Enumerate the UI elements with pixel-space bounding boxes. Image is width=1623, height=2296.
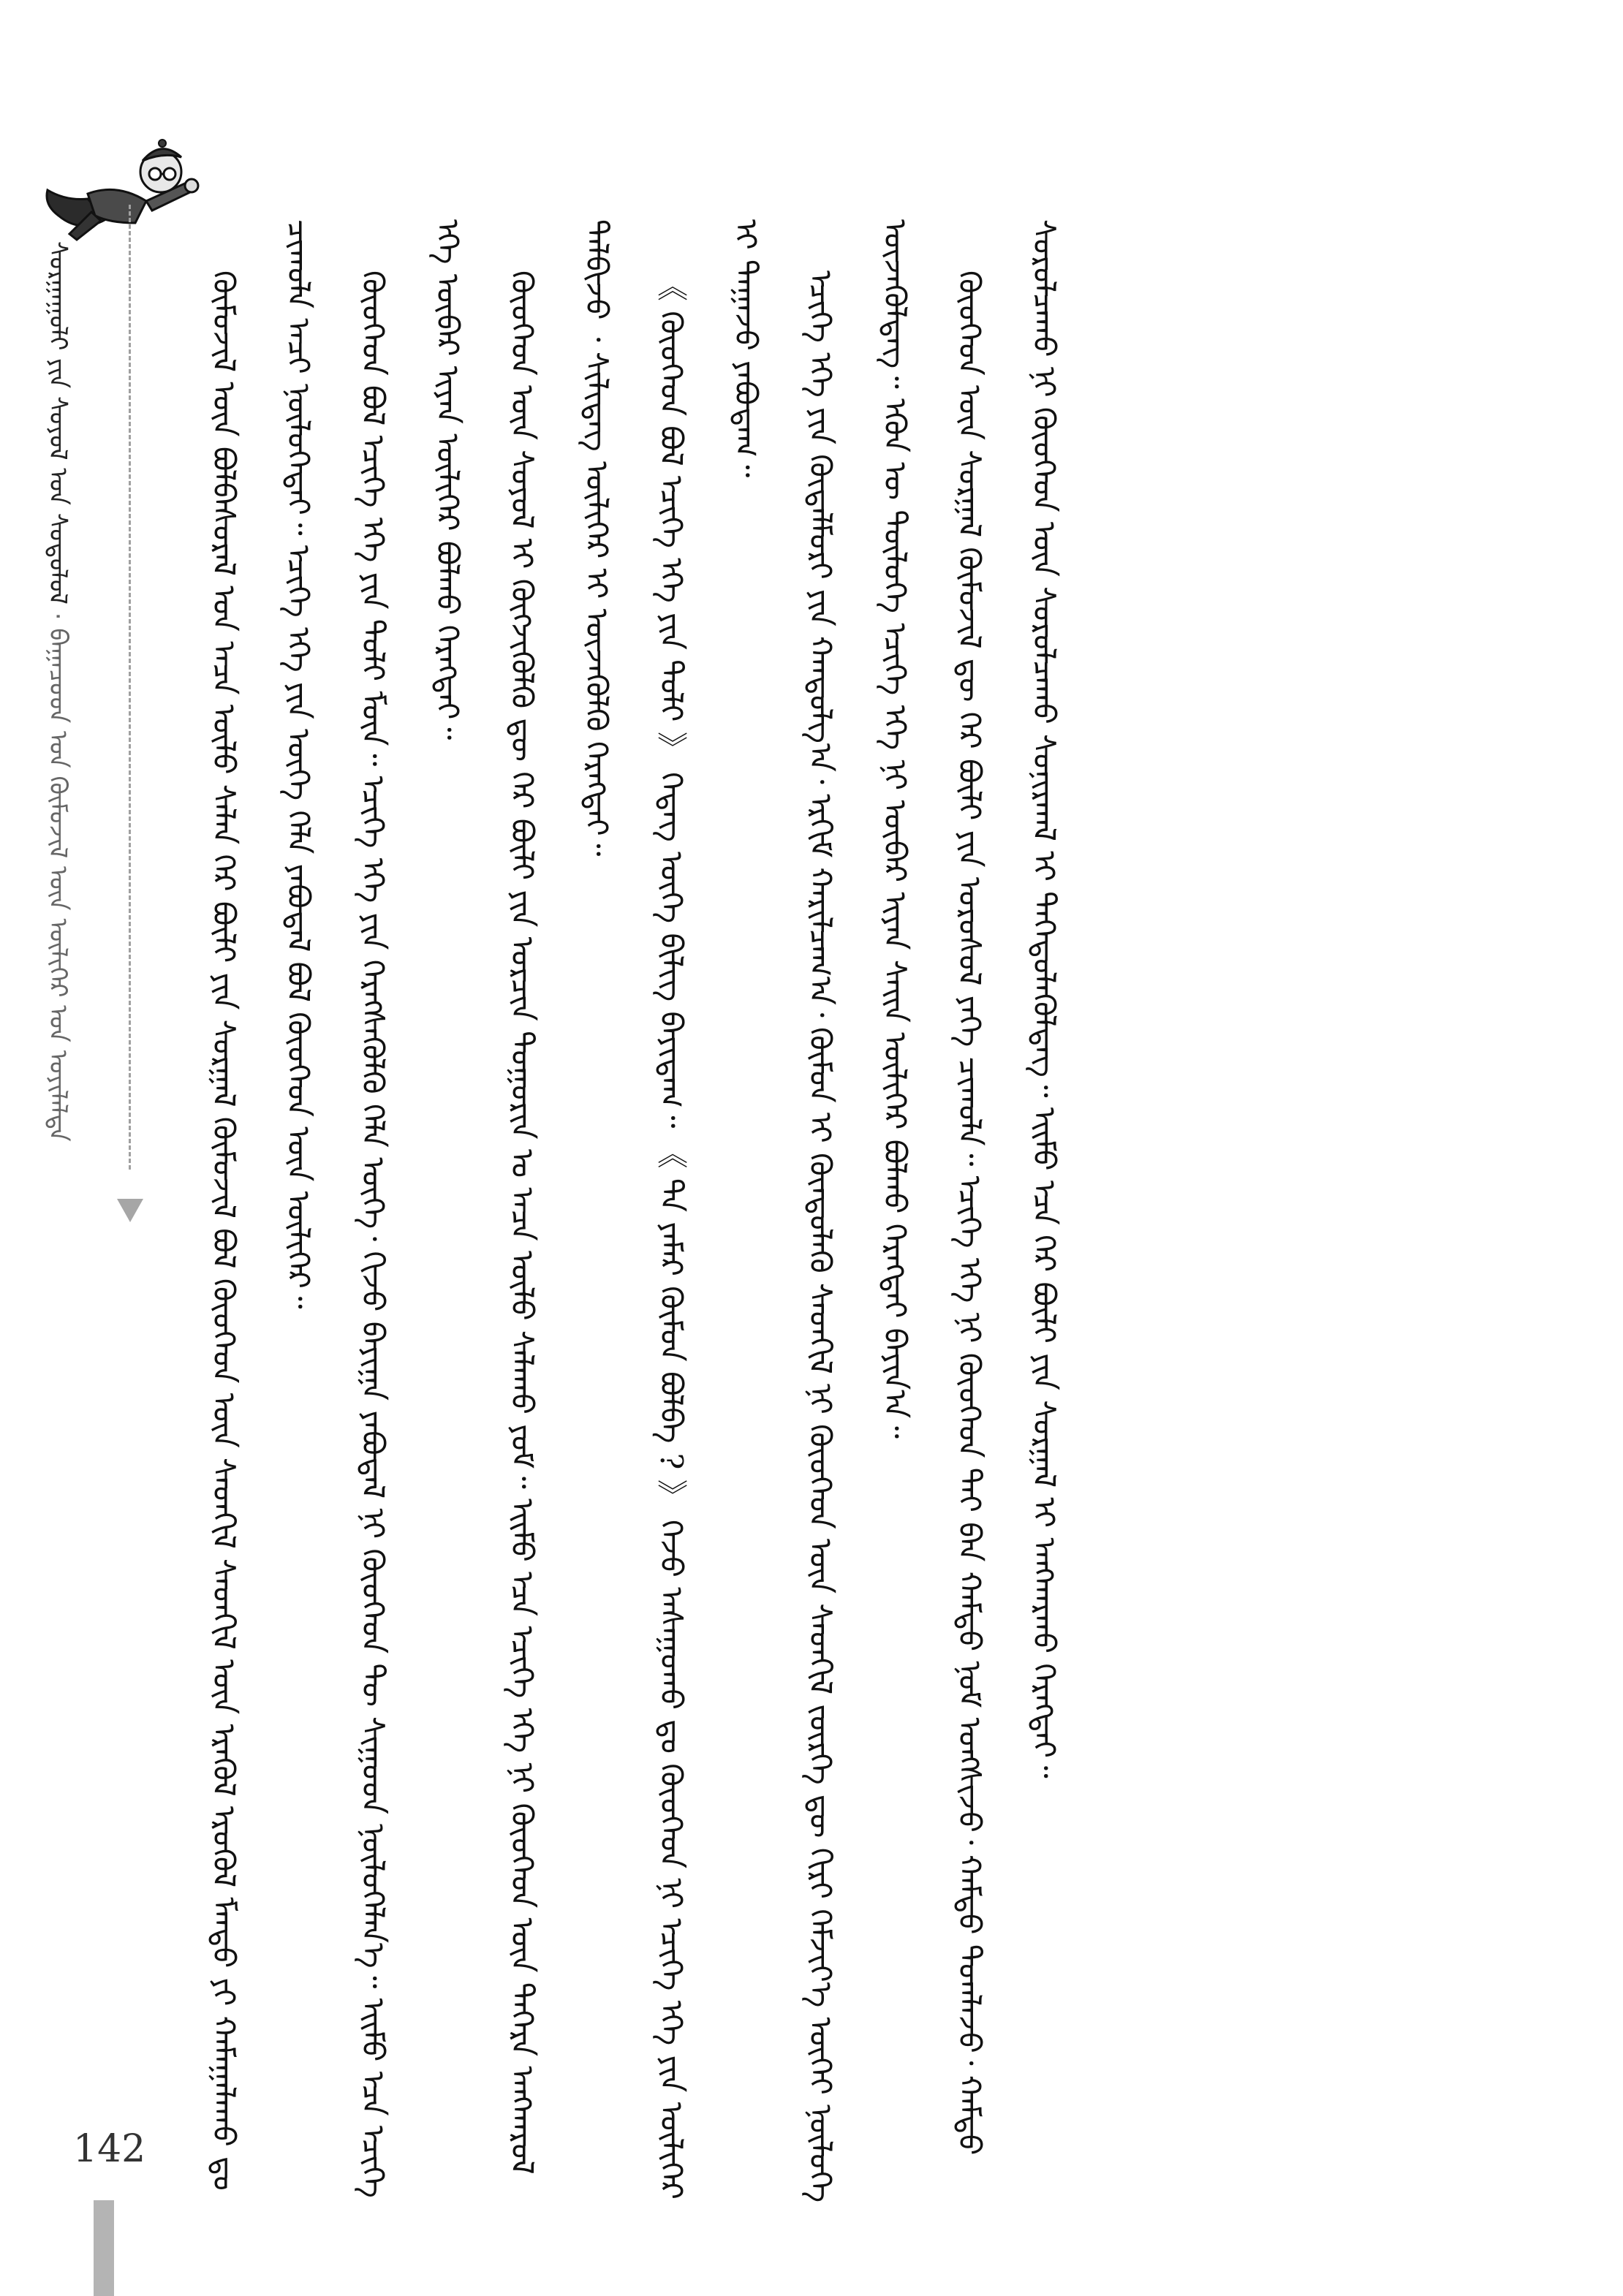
flying-scholar-mascot-icon	[37, 132, 205, 256]
triangle-marker-icon	[117, 1199, 143, 1222]
body-text	[186, 219, 1290, 2222]
paragraph: ᠬᠦᠮᠦᠵᠢᠯ ᠦᠨ ᠪᠣᠯᠪᠠᠰᠤᠷᠠᠯ ᠤᠨ ᠠᠴᠠ ᠦᠯᠦ ᠰᠠᠯᠠᠨ ᠭᠡᠷ ᠪᠦᠯᠢ ᠶᠢᠨ ᠰᠤᠷᠭᠠᠯ ᠬᠦᠮᠦᠵᠢᠯ ᠪᠣᠯ ᠬᠦᠦᠬᠡᠳ ᠦᠨ ᠰᠡᠳᠬᠢᠯ ᠰᠡᠳᠬᠢᠯ ᠦᠨ ᠡᠷᠡᠬᠦᠯ ᠡᠷᠦᠬᠦᠯ ᠮᠡᠨᠳᠦ ᠶᠢ ᠬᠠᠮᠠᠭᠠᠯᠠᠬᠤ ᠳᠤ ᠴᠢᠬᠤᠯᠠ ᠠᠴᠢ ᠨᠥᠯᠥᠭᠡᠲᠡᠢ᠃ ᠡᠴᠢᠭᠡ ᠡᠬᠡ ᠶᠢᠨ ᠦᠭᠡ ᠬᠡᠯᠡ ᠶᠠᠪᠤᠳᠠᠯ ᠪᠣᠯ ᠬᠦᠦᠬᠡᠳ ᠦᠨ ᠦᠯᠢᠭᠡᠷ᠃	[206, 219, 317, 2191]
running-header-subtitle: ᠪᠠᠭᠠᠴᠤᠳ ᠤᠨ ᠬᠦᠮᠦᠵᠢᠯ ᠦᠨ ᠦᠯᠢᠭᠡᠷ ᠤᠨ ᠣᠶᠢᠯᠠᠯᠲᠠ	[43, 628, 72, 1142]
paragraph: ᠬᠦᠦᠬᠡᠳ ᠦᠨ ᠰᠣᠶᠣᠯ ᠢ ᠬᠥᠭᠵᠢᠭᠦᠯᠬᠦ ᠳᠦ ᠭᠡᠷ ᠪᠦᠯᠢ ᠶᠢᠨ ᠣᠷᠴᠢᠨ ᠲᠣᠭᠣᠷᠢᠨ ᠤ ᠠᠴᠠ ᠦᠯᠦ ᠰᠠᠯᠠᠬᠤ ᠶᠤᠮ᠃ ᠡᠢᠮᠦ ᠡᠴᠡ ᠡᠴᠢᠭᠡ ᠡᠬᠡ ᠨᠢ ᠬᠦᠦᠬᠡᠳ ᠦᠨ ᠳᠡᠭᠡᠷᠡ ᠠᠩᠬᠠᠷᠤᠯ ᠲᠠᠯᠪᠢᠵᠤ ᠂ ᠰᠢᠯᠢᠳᠡᠭ ᠦᠯᠢᠭᠡᠷ ᠢ ᠦᠵᠡᠭᠦᠯᠬᠦ ᠬᠡᠷᠡᠭᠲᠡᠢ᠃	[504, 219, 615, 2175]
page-number: 142	[73, 2127, 146, 2171]
paragraph: 《 ᠬᠦᠦᠬᠡᠳ ᠪᠣᠯ ᠡᠴᠢᠭᠡ ᠡᠬᠡ ᠶᠢᠨ ᠲᠣᠯᠢ 》 ᠭᠡᠳᠡᠭ ᠦᠭᠡ ᠪᠢᠯᠢᠭ ᠪᠠᠶᠢᠳᠠᠭ᠃ 《 ᠲᠠ ᠶᠠᠮᠠᠷ ᠬᠦᠮᠦᠨ ᠪᠣᠯᠪᠠ ? 》 ᠭᠡᠵᠦ ᠠᠰᠠᠭᠤᠬᠤ ᠳᠤ ᠬᠦᠦᠬᠡᠳ ᠨᠢ ᠡᠴᠢᠭᠡ ᠡᠬᠡ ᠶᠢᠨ ᠦᠯᠢᠭᠡᠷ ᠢ ᠳᠠᠭᠠᠵᠤ ᠶᠠᠪᠤᠳᠠᠭ᠃	[654, 219, 764, 2200]
running-header-chapter: ᠰᠤᠷᠭᠠᠭᠤᠯᠢ ᠶᠢᠨ ᠰᠣᠶᠣᠯ ᠤᠨ ᠰᠤᠳᠤᠯᠤᠯ	[43, 241, 72, 605]
paragraph: ᠬᠦᠦᠬᠡᠳ ᠪᠣᠯ ᠡᠴᠢᠭᠡ ᠡᠬᠡ ᠶᠢᠨ ᠲᠣᠯᠢ ᠮᠥᠨ᠃ ᠡᠴᠢᠭᠡ ᠡᠬᠡ ᠶᠢᠨ ᠬᠡᠷᠡᠭᠰᠡᠭᠦᠯᠬᠦ ᠬᠡᠯᠡ ᠦᠭᠡ᠂ ᠬᠢᠵᠦ ᠪᠠᠶᠢᠭᠠ ᠶᠠᠪᠤᠳᠠᠯ ᠨᠢ ᠬᠦᠦᠬᠡᠳ ᠲᠦ ᠰᠢᠭᠤᠳ ᠨᠥᠯᠥᠭᠡᠯᠡᠨ᠎ᠡ᠃ ᠡᠢᠮᠦ ᠡᠴᠡ ᠡᠴᠢᠭᠡ ᠡᠬᠡ ᠥᠪᠡᠷ ᠢᠶᠡᠨ ᠦᠯᠢᠭᠡᠷ ᠪᠣᠯᠬᠤ ᠬᠡᠷᠡᠭᠲᠡᠢ᠃	[355, 219, 466, 2198]
paragraph: ᠡᠴᠢᠭᠡ ᠡᠬᠡ ᠶᠢᠨ ᠬᠥᠳᠡᠯᠮᠦᠷᠢ ᠶᠢᠨ ᠬᠠᠨᠳᠤᠯᠭ᠎ᠠ᠂ ᠡᠷᠬᠢᠮ ᠬᠠᠷᠢᠯᠴᠠᠭ᠎ᠠ᠂ ᠬᠦᠮᠦᠨ ᠢ ᠬᠦᠨᠳᠦᠯᠡᠬᠦ ᠰᠡᠳᠬᠢᠯ ᠨᠢ ᠬᠦᠦᠬᠡᠳ ᠦᠨ ᠰᠡᠳᠬᠢᠯ ᠵᠦᠷᠬᠡ ᠳᠦ ᠬᠢᠷᠢ ᠬᠡᠮᠵᠢᠶ᠎ᠡ ᠦᠭᠡᠢ ᠨᠥᠯᠥᠭᠡ ᠦᠵᠡᠭᠦᠯᠳᠡᠭ᠃ ᠡᠭᠦᠨ ᠦ ᠲᠥᠯᠦᠭᠡ ᠡᠴᠢᠭᠡ ᠡᠬᠡ ᠨᠢ ᠥᠪᠡᠷ ᠢᠶᠡᠨ ᠰᠠᠢᠨ ᠦᠯᠢᠭᠡᠷ ᠪᠣᠯᠬᠤ ᠬᠡᠷᠡᠭᠲᠡᠢ ᠪᠠᠶᠢᠨ᠎ᠠ᠃	[803, 219, 913, 2203]
header-divider	[129, 205, 131, 1170]
paragraph: ᠬᠦᠦᠬᠡᠳ ᠦᠨ ᠰᠤᠷᠭᠠᠯ ᠬᠦᠮᠦᠵᠢᠯ ᠳᠦ ᠭᠡᠷ ᠪᠦᠯᠢ ᠶᠢᠨ ᠤᠷᠤᠰᠤᠯ ᠶᠡᠬᠡ ᠴᠢᠬᠤᠯᠠ᠃ ᠡᠴᠢᠭᠡ ᠡᠬᠡ ᠨᠢ ᠬᠦᠦᠬᠡᠳ ᠲᠡᠢ ᠪᠡᠨ ᠬᠠᠮᠲᠤ ᠨᠣᠮ ᠤᠩᠰᠢᠵᠤ᠂ ᠬᠠᠮᠲᠤ ᠲᠣᠭᠯᠠᠵᠤ᠂ ᠬᠠᠮᠲᠤ ᠰᠤᠷᠤᠯᠴᠠᠬᠤ ᠨᠢ ᠬᠦᠦᠬᠡᠳ ᠦᠨ ᠰᠤᠷᠤᠯᠴᠠᠬᠤ ᠰᠣᠨᠢᠷᠬᠠᠯ ᠢ ᠳᠡᠭᠡᠳᠦᠯᠡᠭᠦᠯᠳᠡᠭ᠃ ᠡᠢᠮᠦ ᠡᠴᠡ ᠭᠡᠷ ᠪᠦᠯᠢ ᠶᠢᠨ ᠰᠤᠷᠭᠠᠯ ᠢ ᠠᠩᠬᠠᠷᠬᠤ ᠬᠡᠷᠡᠭᠲᠡᠢ᠃	[952, 219, 1062, 2156]
running-header: ᠰᠤᠷᠭᠠᠭᠤᠯᠢ ᠶᠢᠨ ᠰᠣᠶᠣᠯ ᠤᠨ ᠰᠤᠳᠤᠯᠤᠯ · ᠪᠠᠭᠠᠴᠤᠳ ᠤᠨ ᠬᠦᠮᠦᠵᠢᠯ ᠦᠨ ᠦᠯᠢᠭᠡᠷ ᠤᠨ ᠣᠶᠢᠯᠠᠯᠲᠠ	[43, 241, 72, 1142]
page-edge-bar	[94, 2200, 114, 2296]
